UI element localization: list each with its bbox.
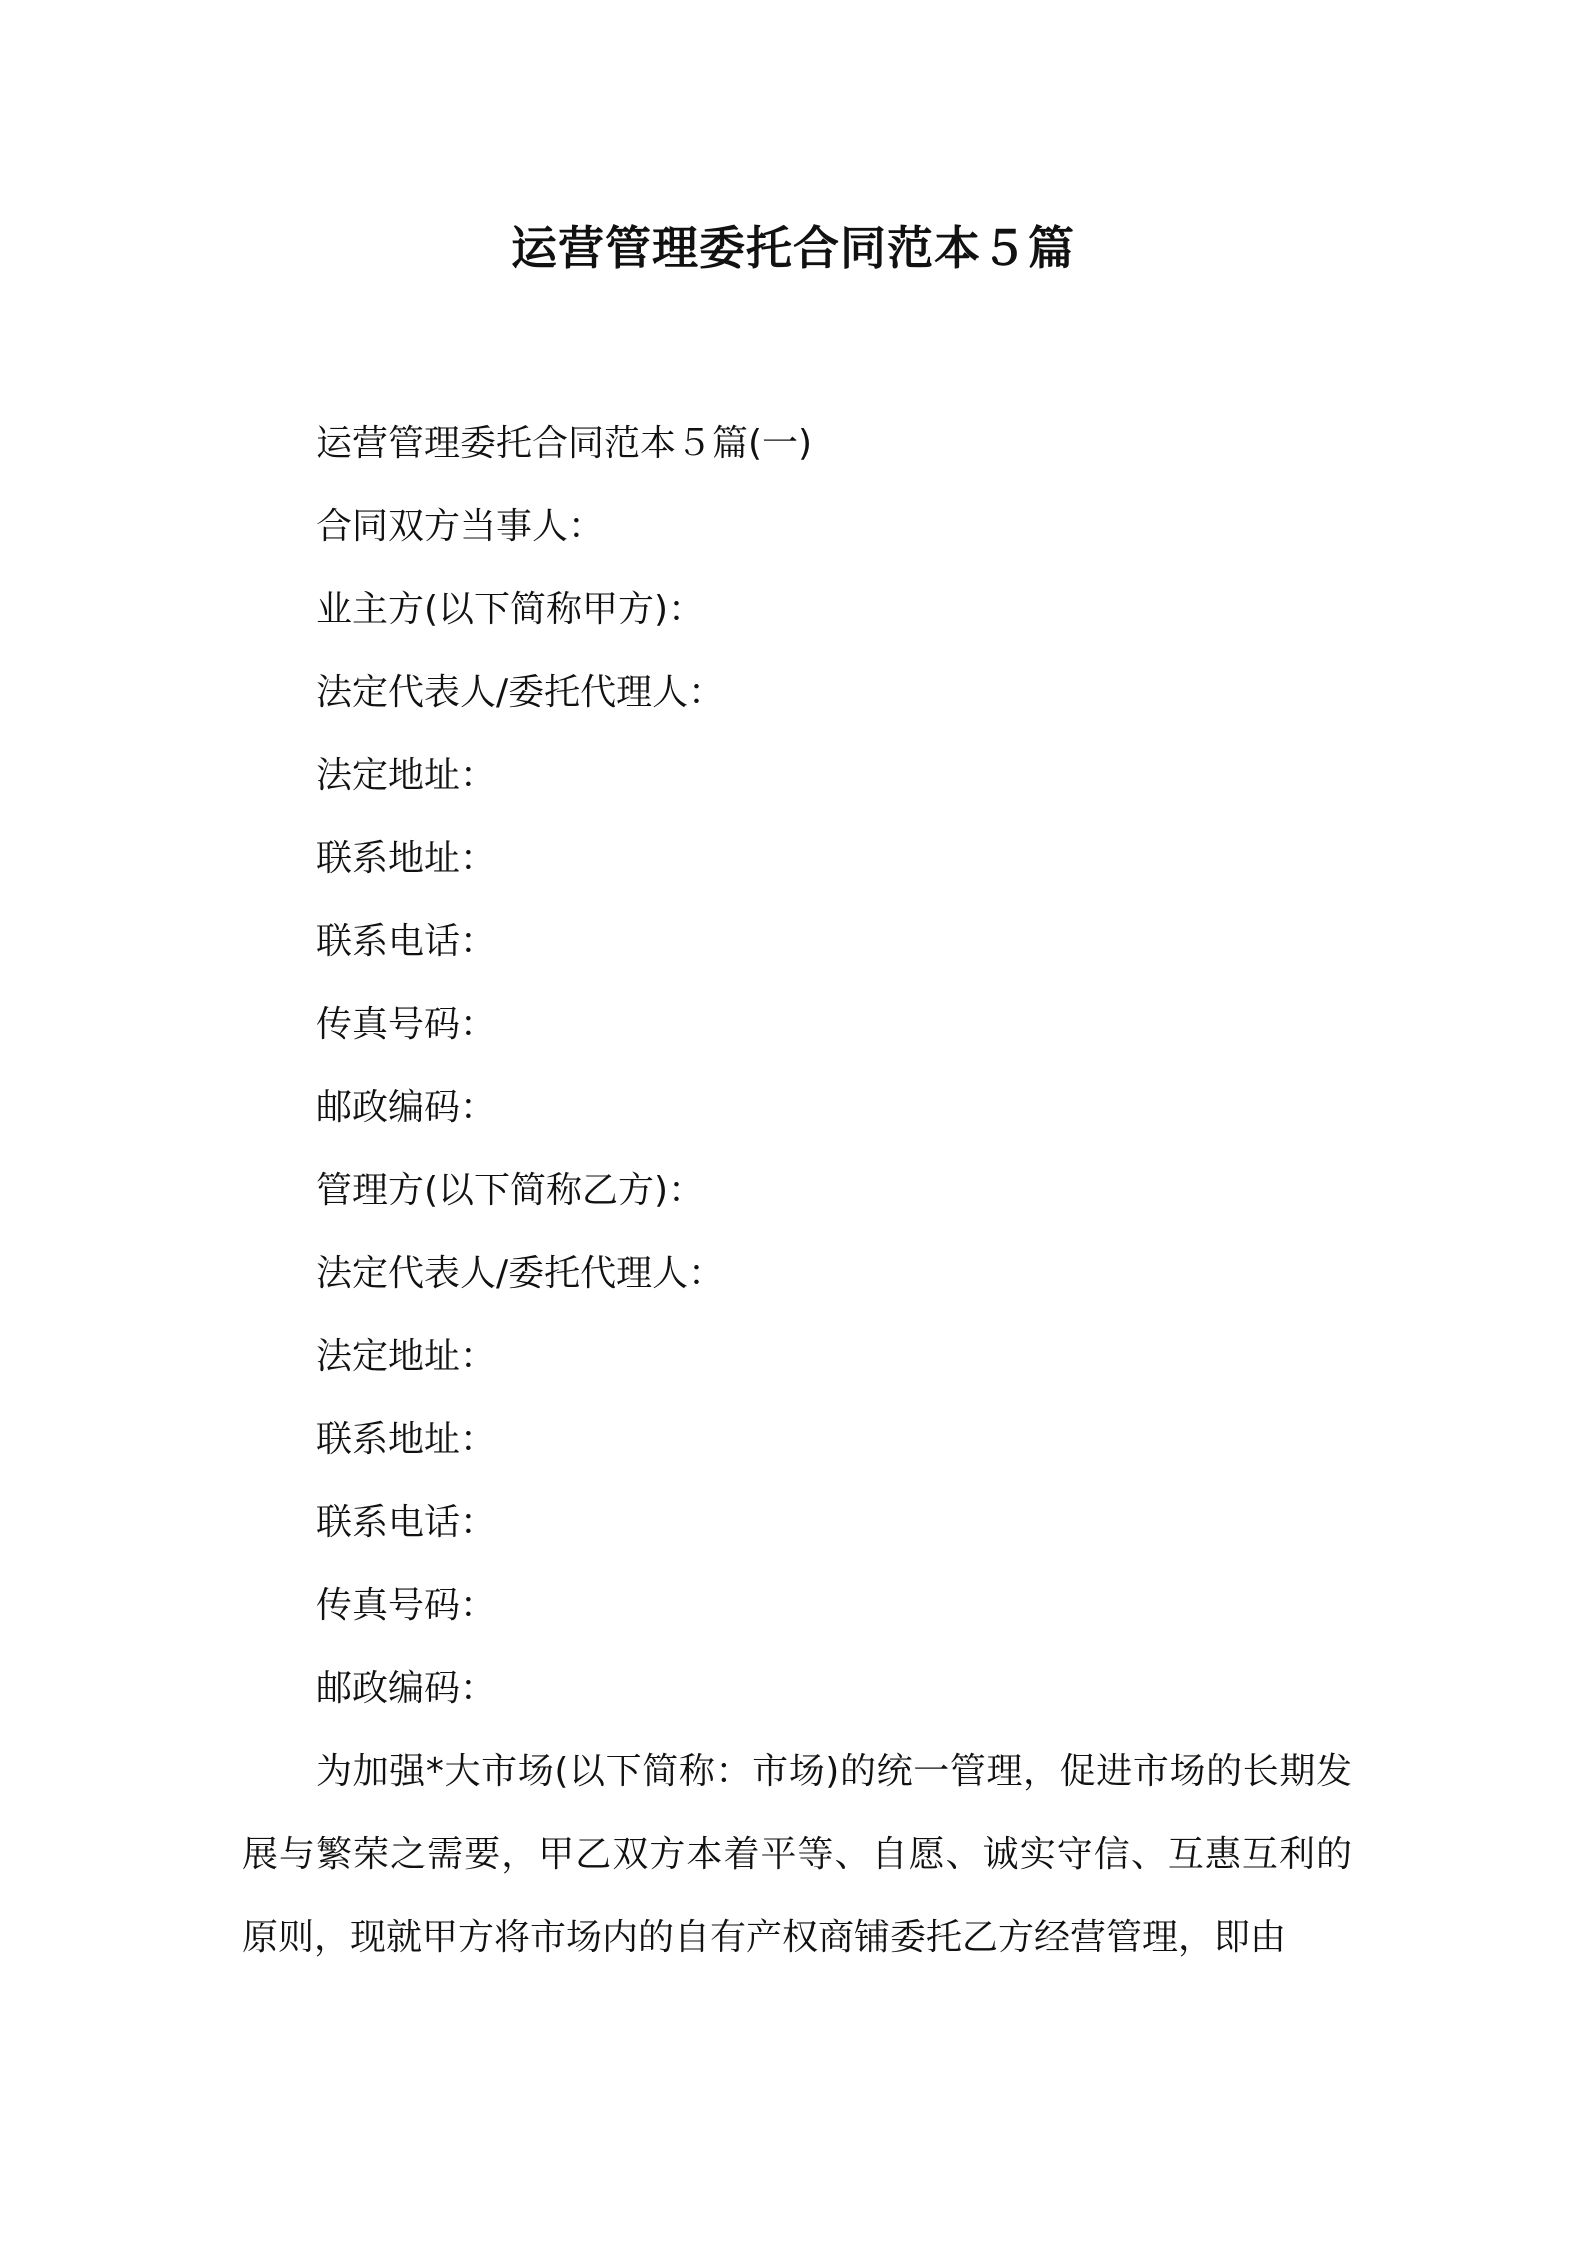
party-b-representative-field: 法定代表人/委托代理人： bbox=[316, 1253, 725, 1294]
party-b-legal-address-field: 法定地址： bbox=[316, 1336, 497, 1377]
party-a-legal-address-field: 法定地址： bbox=[316, 755, 497, 796]
party-b-postcode-field: 邮政编码： bbox=[316, 1668, 497, 1709]
party-a-fax-field: 传真号码： bbox=[316, 1004, 497, 1045]
section-heading: 运营管理委托合同范本５篇(一) bbox=[316, 423, 813, 464]
document-title: 运营管理委托合同范本５篇 bbox=[511, 221, 1075, 275]
contract-preamble-paragraph: 为加强*大市场(以下简称：市场)的统一管理，促进市场的长期发展与繁荣之需要，甲乙双方本着平等、自愿、诚实守信、互惠互利的原则，现就甲方将市场内的自有产权商铺委托乙方经营管理，即由 bbox=[242, 1751, 1352, 1958]
party-b-contact-address-field: 联系地址： bbox=[316, 1419, 497, 1460]
party-a-label: 业主方(以下简称甲方)： bbox=[316, 589, 705, 630]
parties-label: 合同双方当事人： bbox=[316, 506, 605, 547]
party-b-phone-field: 联系电话： bbox=[316, 1502, 497, 1543]
party-b-fax-field: 传真号码： bbox=[316, 1585, 497, 1626]
party-b-label: 管理方(以下简称乙方)： bbox=[316, 1170, 705, 1211]
party-a-phone-field: 联系电话： bbox=[316, 921, 497, 962]
party-a-postcode-field: 邮政编码： bbox=[316, 1087, 497, 1128]
party-a-representative-field: 法定代表人/委托代理人： bbox=[316, 672, 725, 713]
party-a-contact-address-field: 联系地址： bbox=[316, 838, 497, 879]
document-body bbox=[242, 402, 1352, 1979]
